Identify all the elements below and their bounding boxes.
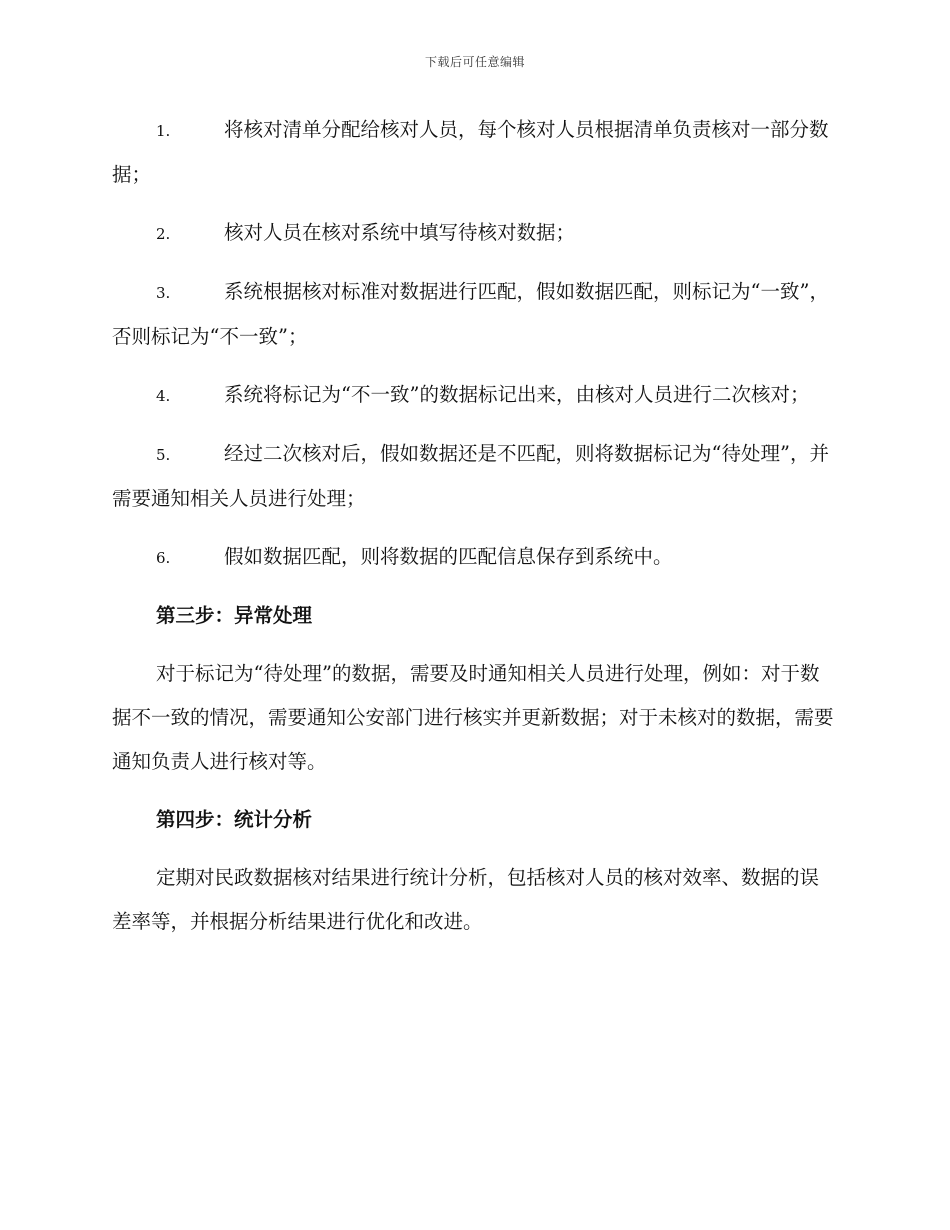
header-note: 下载后可任意编辑 [424,55,525,69]
step-item-5 [112,432,834,521]
section-heading-statistics: 第四步：统计分析 [156,808,313,831]
section-paragraph-exception-handling: 对于标记为“待处理”的数据，需要及时通知相关人员进行处理，例如：对于数据不一致的情况，需要通知公安部门进行核实并更新数据；对于未核对的数据，需要通知负责人进行核对等。 [112,662,834,773]
step-item-1 [112,108,834,197]
step-number: 2. [156,225,171,243]
step-text: 系统将标记为“不一致”的数据标记出来，由核对人员进行二次核对； [224,383,810,406]
step-text: 经过二次核对后，假如数据还是不匹配，则将数据标记为“待处理”，并需要通知相关人员进行处理； [112,442,829,510]
step-number: 1. [156,122,171,140]
step-item-2 [112,211,834,256]
step-item-3 [112,270,834,359]
step-text: 将核对清单分配给核对人员，每个核对人员根据清单负责核对一部分数据； [112,118,829,186]
step-item-4 [112,373,834,418]
section-paragraph-statistics: 定期对民政数据核对结果进行统计分析，包括核对人员的核对效率、数据的误差率等，并根据分析结果进行优化和改进。 [112,866,820,933]
step-text: 系统根据核对标准对数据进行匹配，假如数据匹配，则标记为“一致”，否则标记为“不一致”； [112,280,829,348]
step-text: 假如数据匹配，则将数据的匹配信息保存到系统中。 [224,545,673,568]
step-number: 4. [156,387,171,405]
section-heading-exception-handling: 第三步：异常处理 [156,604,313,627]
step-number: 3. [156,284,171,302]
step-text: 核对人员在核对系统中填写待核对数据； [224,221,576,244]
step-item-6 [112,535,834,580]
step-number: 5. [156,446,171,464]
document-body [112,108,834,958]
step-number: 6. [156,549,171,567]
